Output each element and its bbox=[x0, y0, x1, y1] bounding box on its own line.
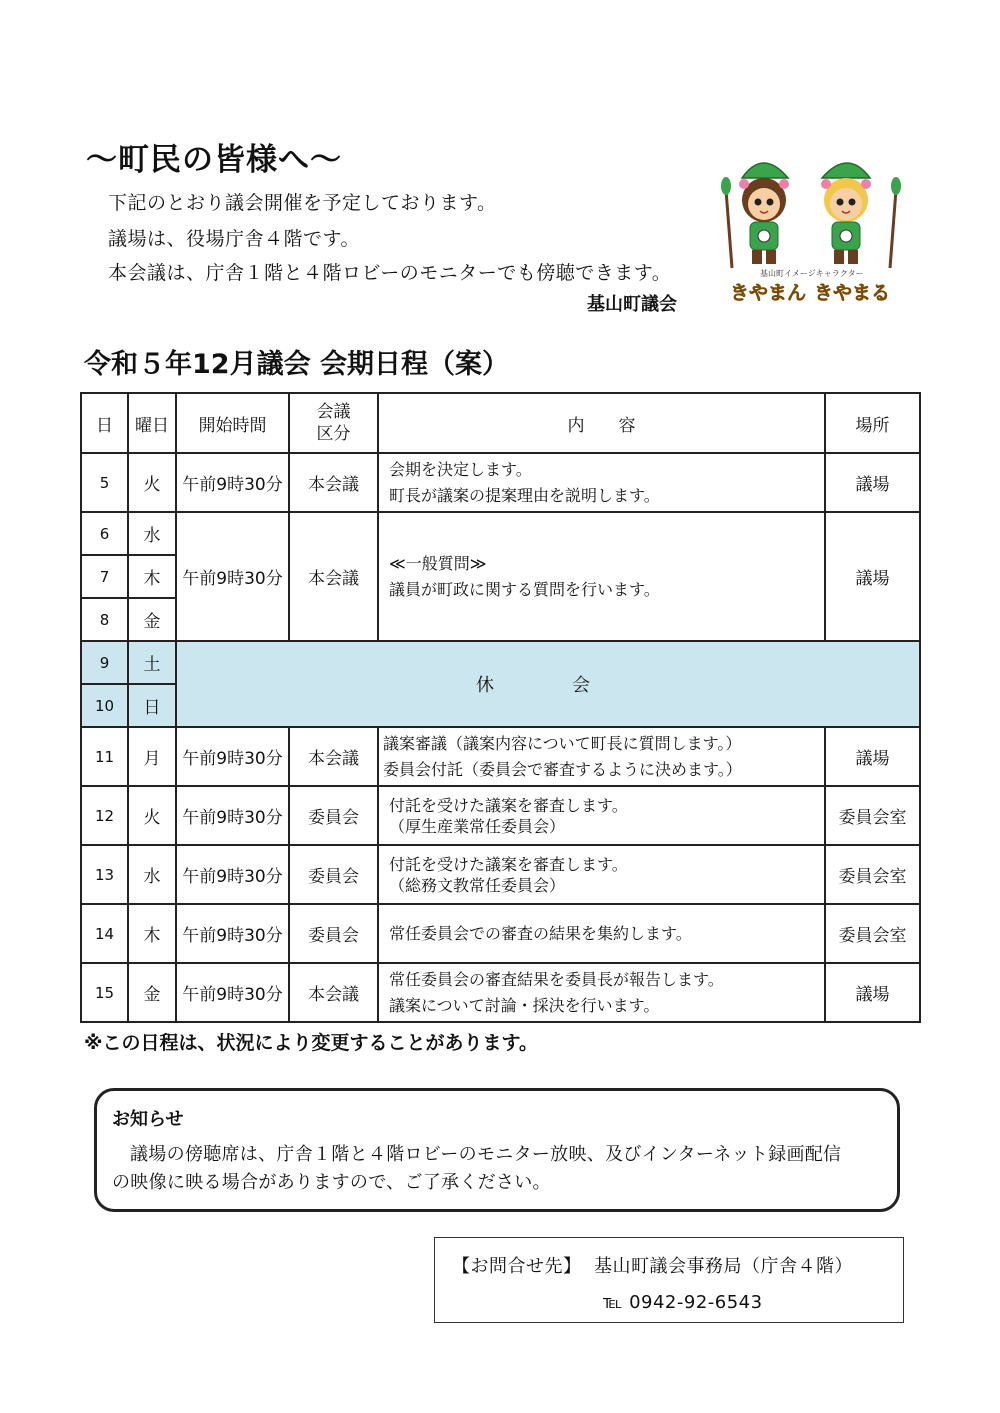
intro-line-3: 本会議は、庁舎１階と４階ロビーのモニターでも傍聴できます。 bbox=[108, 262, 672, 284]
content-line: 常任委員会の審査結果を委員長が報告します。 bbox=[389, 969, 724, 989]
mascot-kiyaman bbox=[721, 163, 789, 268]
cell-weekday: 木 bbox=[128, 904, 176, 963]
cell-place: 委員会室 bbox=[825, 786, 920, 845]
cell-day: 9 bbox=[81, 641, 128, 684]
content-line: ≪一般質問≫ bbox=[389, 553, 487, 573]
contact-phone-number: 0942-92-6543 bbox=[629, 1292, 763, 1313]
intro-line-2: 議場は、役場庁舎４階です。 bbox=[108, 228, 360, 250]
cell-content bbox=[378, 512, 825, 641]
content-line: 議員が町政に関する質問を行います。 bbox=[389, 579, 660, 599]
table-row bbox=[81, 904, 920, 963]
greeting-title: ～町民の皆様へ～ bbox=[86, 142, 342, 178]
cell-time: 午前9時30分 bbox=[176, 727, 289, 786]
cell-weekday: 日 bbox=[128, 684, 176, 727]
cell-content bbox=[378, 963, 825, 1022]
phone-icon: ℡ bbox=[603, 1292, 623, 1313]
cell-day: 7 bbox=[81, 555, 128, 598]
content-line: 議案について討論・採決を行います。 bbox=[389, 995, 660, 1015]
contact-office bbox=[452, 1252, 853, 1278]
cell-time: 午前9時30分 bbox=[176, 845, 289, 904]
table-row bbox=[81, 845, 920, 904]
cell-day: 13 bbox=[81, 845, 128, 904]
cell-place: 委員会室 bbox=[825, 904, 920, 963]
cell-day: 5 bbox=[81, 453, 128, 512]
cell-type: 委員会 bbox=[289, 904, 378, 963]
contact-office-name: 基山町議会事務局（庁舎４階） bbox=[593, 1256, 853, 1277]
cell-place: 議場 bbox=[825, 453, 920, 512]
table-row bbox=[81, 963, 920, 1022]
content-line: 常任委員会での審査の結果を集約します。 bbox=[389, 923, 692, 943]
cell-type: 本会議 bbox=[289, 453, 378, 512]
table-row bbox=[81, 786, 920, 845]
content-line: 付託を受けた議案を審査します。 bbox=[389, 795, 628, 815]
cell-day: 10 bbox=[81, 684, 128, 727]
cell-type: 委員会 bbox=[289, 845, 378, 904]
notice-title: お知らせ bbox=[112, 1109, 184, 1130]
cell-weekday: 月 bbox=[128, 727, 176, 786]
cell-weekday: 水 bbox=[128, 845, 176, 904]
header-weekday: 曜日 bbox=[128, 393, 176, 453]
mascot-name-kiyaman: きやまん bbox=[730, 282, 807, 304]
cell-content bbox=[378, 453, 825, 512]
header-day: 日 bbox=[81, 393, 128, 453]
cell-day: 11 bbox=[81, 727, 128, 786]
schedule-change-note: ※この日程は、状況により変更することがあります。 bbox=[84, 1032, 538, 1054]
contact-label: 【お問合せ先】 bbox=[452, 1256, 582, 1277]
cell-weekday: 水 bbox=[128, 512, 176, 555]
cell-time: 午前9時30分 bbox=[176, 786, 289, 845]
cell-type: 本会議 bbox=[289, 963, 378, 1022]
table-row bbox=[81, 453, 920, 512]
cell-type: 本会議 bbox=[289, 512, 378, 641]
cell-content bbox=[378, 786, 825, 845]
cell-place: 議場 bbox=[825, 512, 920, 641]
header-type: 会議 区分 bbox=[289, 393, 378, 453]
cell-type: 本会議 bbox=[289, 727, 378, 786]
header-content: 内 容 bbox=[378, 393, 825, 453]
cell-weekday: 木 bbox=[128, 555, 176, 598]
cell-recess: 休 会 bbox=[176, 641, 920, 727]
content-line: （総務文教常任委員会） bbox=[389, 875, 566, 895]
mascot-kiyamaru bbox=[821, 163, 901, 268]
header-start-time: 開始時間 bbox=[176, 393, 289, 453]
mascot-caption: 基山町イメージキャラクター bbox=[760, 269, 864, 278]
schedule-title: 令和５年12月議会 会期日程（案） bbox=[84, 349, 509, 380]
cell-day: 12 bbox=[81, 786, 128, 845]
cell-time: 午前9時30分 bbox=[176, 453, 289, 512]
header-place: 場所 bbox=[825, 393, 920, 453]
cell-content bbox=[378, 904, 825, 963]
cell-type: 委員会 bbox=[289, 786, 378, 845]
table-row bbox=[81, 727, 920, 786]
contact-phone bbox=[603, 1292, 763, 1313]
table-row-recess bbox=[81, 641, 920, 684]
cell-weekday: 土 bbox=[128, 641, 176, 684]
cell-time: 午前9時30分 bbox=[176, 963, 289, 1022]
cell-time: 午前9時30分 bbox=[176, 512, 289, 641]
cell-day: 14 bbox=[81, 904, 128, 963]
cell-time: 午前9時30分 bbox=[176, 904, 289, 963]
content-line: 議案審議（議案内容について町長に質問します。） bbox=[383, 733, 742, 753]
content-line: （厚生産業常任委員会） bbox=[389, 816, 566, 836]
cell-weekday: 火 bbox=[128, 453, 176, 512]
schedule-table bbox=[80, 392, 921, 1023]
notice-line-1: 議場の傍聴席は、庁舎１階と４階ロビーのモニター放映、及びインターネット録画配信 bbox=[130, 1144, 842, 1165]
content-line: 付託を受けた議案を審査します。 bbox=[389, 854, 628, 874]
mascot-name-kiyamaru: きやまる bbox=[814, 282, 891, 304]
intro-line-1: 下記のとおり議会開催を予定しております。 bbox=[108, 192, 497, 214]
cell-day: 8 bbox=[81, 598, 128, 641]
cell-weekday: 金 bbox=[128, 598, 176, 641]
cell-day: 6 bbox=[81, 512, 128, 555]
cell-content bbox=[378, 727, 825, 786]
cell-place: 議場 bbox=[825, 963, 920, 1022]
cell-place: 委員会室 bbox=[825, 845, 920, 904]
table-header-row bbox=[81, 393, 920, 453]
content-line: 町長が議案の提案理由を説明します。 bbox=[389, 485, 660, 505]
table-row bbox=[81, 512, 920, 555]
cell-day: 15 bbox=[81, 963, 128, 1022]
cell-content bbox=[378, 845, 825, 904]
notice-line-2: の映像に映る場合がありますので、ご了承ください。 bbox=[112, 1172, 551, 1193]
content-line: 委員会付託（委員会で審査するように決めます。） bbox=[383, 759, 742, 779]
organization-name: 基山町議会 bbox=[587, 294, 677, 315]
content-line: 会期を決定します。 bbox=[389, 459, 532, 479]
cell-weekday: 金 bbox=[128, 963, 176, 1022]
cell-place: 議場 bbox=[825, 727, 920, 786]
cell-weekday: 火 bbox=[128, 786, 176, 845]
